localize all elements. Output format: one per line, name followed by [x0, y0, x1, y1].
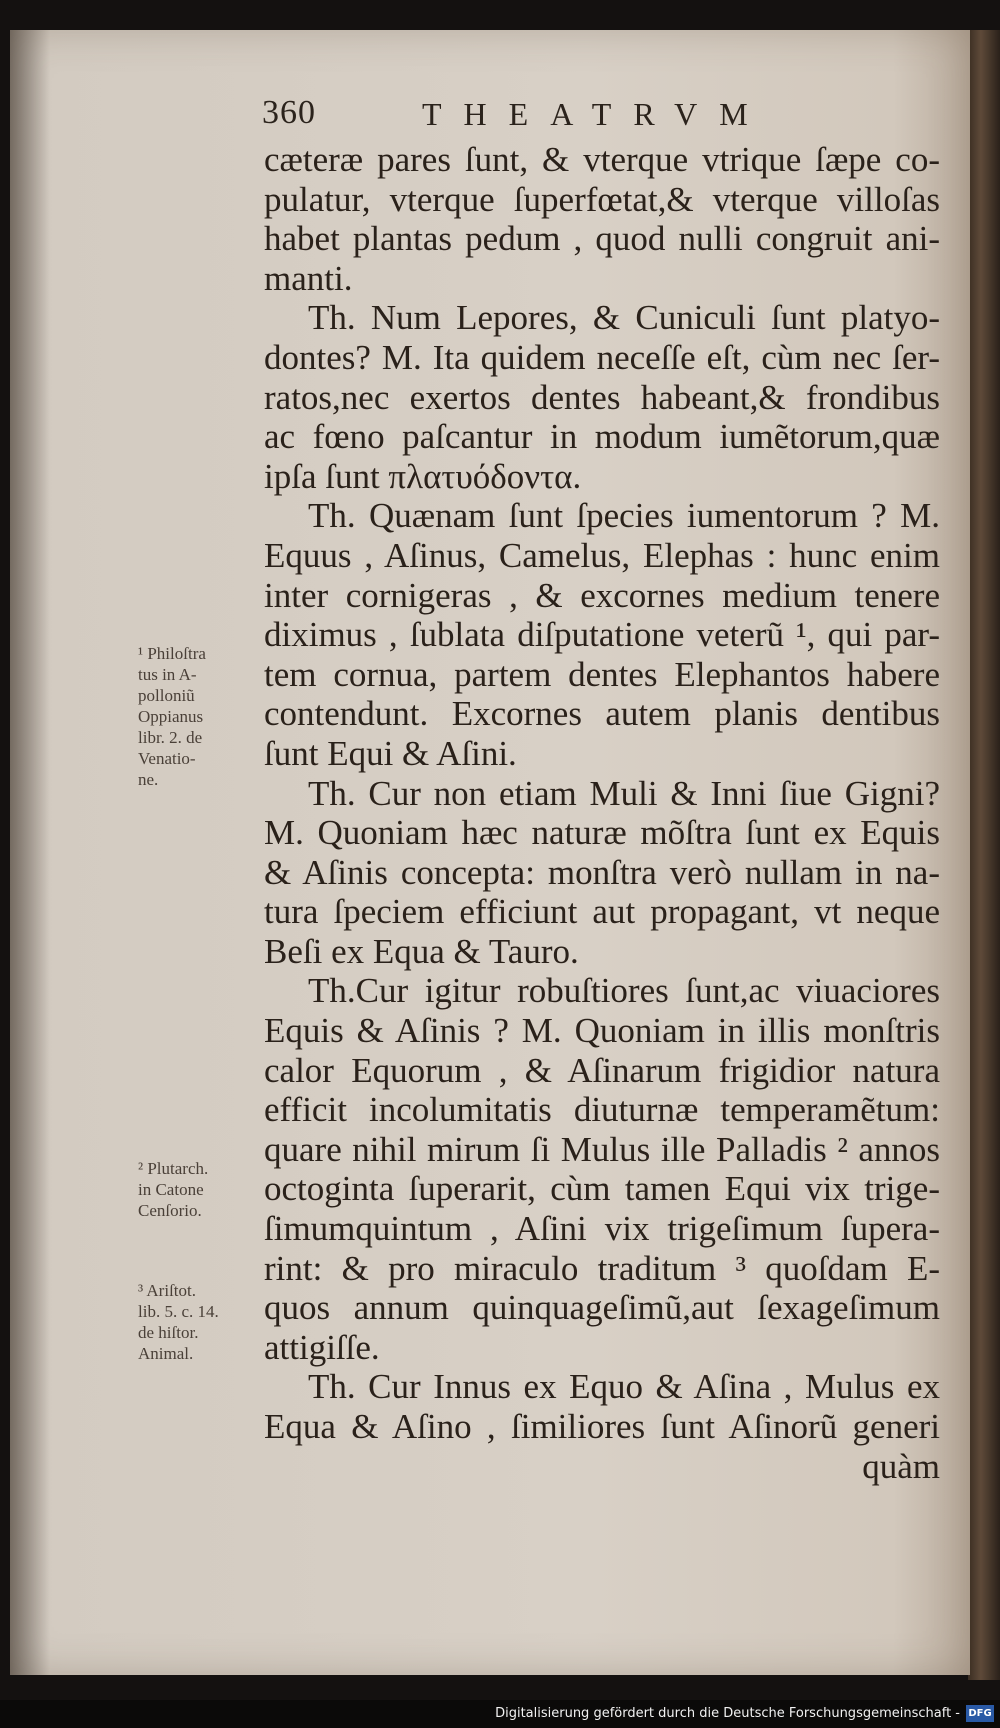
text-line: M. Quoniam hæc naturæ mõſtra ſunt ex Equis: [264, 813, 940, 853]
margin-note: [138, 1158, 260, 1221]
margin-note-line: de hiſtor.: [138, 1323, 199, 1342]
main-text-block: [264, 140, 940, 1486]
text-line: ipſa ſunt πλατυόδοντα.: [264, 456, 582, 496]
text-line: quare nihil mirum ſi Mulus ille Palladis ² annos: [264, 1129, 940, 1169]
text-line: ratos,nec exertos dentes habeant,& frondibus: [264, 377, 940, 417]
text-line: & Aſinis concepta: monſtra verò nullam in na-: [264, 852, 940, 892]
margin-note-line: Oppianus: [138, 707, 204, 726]
text-line: Th. Cur Innus ex Equo & Aſina , Mulus ex: [308, 1367, 940, 1407]
page-number: 360: [262, 94, 316, 131]
dfg-logo: DFG: [966, 1705, 994, 1722]
text-line: quos annum quinquageſimũ,aut ſexageſimum: [264, 1288, 940, 1328]
margin-note-line: Cenſorio.: [138, 1201, 202, 1220]
text-line: attigiſſe.: [264, 1327, 380, 1367]
text-line: Beſi ex Equa & Tauro.: [264, 931, 579, 971]
running-title: THEATRVM: [422, 96, 770, 132]
margin-note: [138, 643, 260, 790]
text-line: efficit incolumitatis diuturnæ temperamẽtum:: [264, 1090, 940, 1130]
text-line: tem cornua, partem dentes Elephantos habere: [264, 654, 940, 694]
funding-credit: Digitalisierung gefördert durch die Deutsche Forschungsgemeinschaft -: [495, 1706, 960, 1721]
text-line: Th. Cur non etiam Muli & Inni ſiue Gigni?: [308, 773, 940, 813]
text-line: dontes? M. Ita quidem neceſſe eſt, cùm nec ſer-: [264, 337, 940, 377]
text-line: manti.: [264, 258, 353, 298]
margin-note-line: Venatio-: [138, 749, 196, 768]
text-line: inter cornigeras , & excornes medium tenere: [264, 575, 940, 615]
text-line: Th. Quænam ſunt ſpecies iumentorum ? M.: [308, 496, 940, 536]
text-line: habet plantas pedum , quod nulli congruit ani-: [264, 219, 940, 259]
text-line: calor Equorum , & Aſinarum frigidior natura: [264, 1050, 940, 1090]
margin-note-line: ² Plutarch.: [138, 1159, 209, 1178]
margin-note-line: ³ Ariſtot.: [138, 1281, 196, 1300]
margin-note-line: tus in A-: [138, 665, 197, 684]
text-line: pulatur, vterque ſuperfœtat,& vterque villoſas: [264, 179, 940, 219]
text-line: cæteræ pares ſunt, & vterque vtrique ſæpe co-: [264, 140, 940, 179]
text-line: Th. Num Lepores, & Cuniculi ſunt platyo-: [308, 298, 940, 338]
text-line: ſimumquintum , Aſini vix trigeſimum ſupera-: [264, 1209, 940, 1249]
text-line: Equa & Aſino , ſimiliores ſunt Aſinorũ generi: [264, 1407, 940, 1446]
page-header: [262, 94, 942, 140]
margin-note-line: ne.: [138, 770, 159, 789]
margin-note-line: in Catone: [138, 1180, 204, 1199]
margin-note-line: lib. 5. c. 14.: [138, 1302, 219, 1321]
margin-note-line: polloniũ: [138, 686, 195, 705]
margin-note-line: libr. 2. de: [138, 728, 203, 747]
text-line: ſunt Equi & Aſini.: [264, 733, 517, 773]
text-line: Th.Cur igitur robuſtiores ſunt,ac viuaciores: [308, 971, 940, 1011]
catchword: quàm: [862, 1446, 940, 1486]
footer-bar: [0, 1700, 1000, 1728]
page-gutter-shadow: [10, 30, 50, 1675]
margin-note: [138, 1280, 260, 1364]
text-line: contendunt. Excornes autem planis dentibus: [264, 694, 940, 734]
text-line: Equus , Aſinus, Camelus, Elephas : hunc enim: [264, 535, 940, 575]
text-line: Equis & Aſinis ? M. Quoniam in illis monſtris: [264, 1011, 940, 1051]
margin-note-line: Animal.: [138, 1344, 194, 1363]
book-edge: [968, 30, 1000, 1680]
text-line: ac fœno paſcantur in modum iumẽtorum,quæ: [264, 417, 940, 457]
book-page: [10, 30, 970, 1675]
margin-note-line: ¹ Philoſtra: [138, 644, 206, 663]
text-line: diximus , ſublata diſputatione veterũ ¹, qui par-: [264, 615, 940, 655]
text-line: rint: & pro miraculo traditum ³ quoſdam E-: [264, 1248, 940, 1288]
text-line: tura ſpeciem efficiunt aut propagant, vt neque: [264, 892, 940, 932]
text-line: octoginta ſuperarit, cùm tamen Equi vix trige-: [264, 1169, 940, 1209]
